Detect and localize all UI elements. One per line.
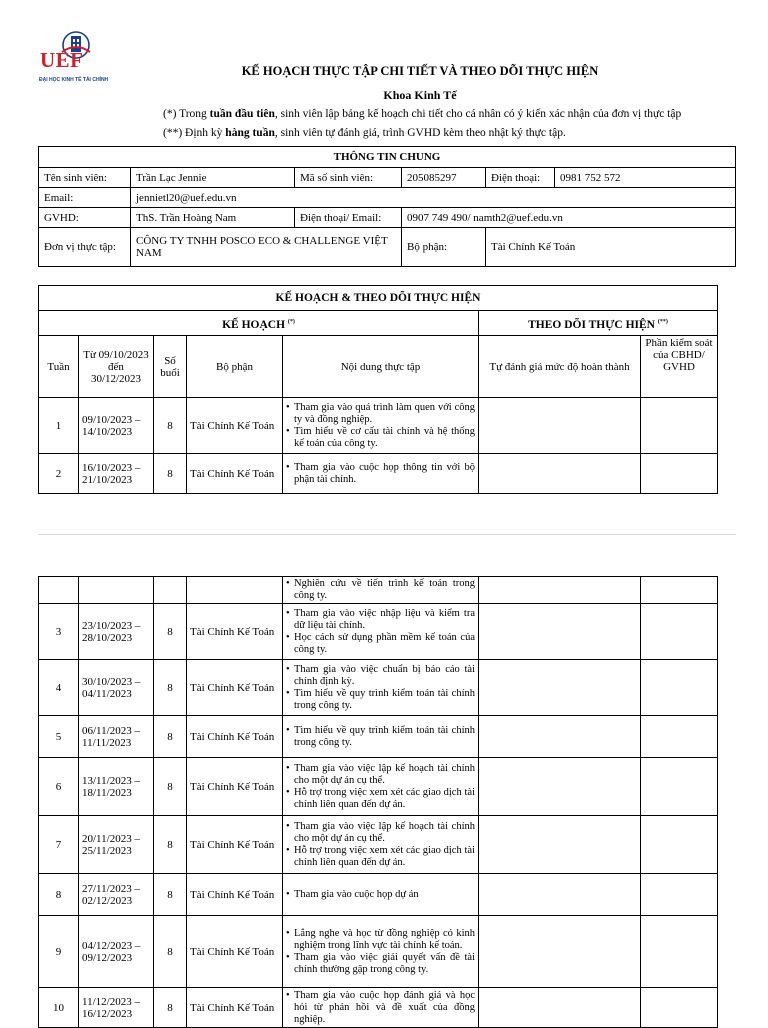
list-item: • Học cách sử dụng phần mềm kế toán của công ty. xyxy=(286,632,475,656)
content-cell xyxy=(283,874,479,916)
week-cell: 9 xyxy=(39,916,79,988)
list-item: • Tham gia vào việc giải quyết vấn đề tài chính thường gặp trong công ty. xyxy=(286,952,475,976)
department-label: Bộ phận: xyxy=(402,228,486,267)
content-cell xyxy=(283,454,479,494)
list-item: • Tham gia vào việc lập kế hoạch tài chính cho một dự án cụ thể. xyxy=(286,821,475,845)
col-department: Bộ phận xyxy=(187,336,283,398)
student-id-label: Mã số sinh viên: xyxy=(295,168,402,188)
faculty-name: Khoa Kinh Tế xyxy=(383,88,457,102)
tracking-subheading: THEO DÕI THỰC HIỆN (**) xyxy=(479,311,718,336)
column-header-row xyxy=(39,336,718,398)
col-supervisor-check: Phần kiểm soát của CBHD/ GVHD xyxy=(641,336,718,398)
phone-label: Điện thoại: xyxy=(486,168,555,188)
dates-cell: 27/11/2023 – 02/12/2023 xyxy=(79,874,154,916)
self-evaluation-cell xyxy=(479,454,641,494)
document-title: KẾ HOẠCH THỰC TẬP CHI TIẾT VÀ THEO DÕI THỰC HIỆN xyxy=(241,64,599,78)
supervisor-check-cell xyxy=(641,660,718,716)
supervisor-check-cell xyxy=(641,816,718,874)
self-evaluation-cell xyxy=(479,716,641,758)
plan-heading: KẾ HOẠCH & THEO DÕI THỰC HIỆN xyxy=(39,286,718,311)
plan-rows-page1 xyxy=(39,398,718,494)
plan-table-continued xyxy=(38,576,718,1028)
dates-cell: 13/11/2023 – 18/11/2023 xyxy=(79,758,154,816)
list-item: • Tham gia vào việc lập kế hoạch tài chính cho một dự án cụ thể. xyxy=(286,763,475,787)
self-evaluation-cell xyxy=(479,916,641,988)
table-row xyxy=(39,454,718,494)
week-cell: 10 xyxy=(39,988,79,1028)
dates-cell: 23/10/2023 – 28/10/2023 xyxy=(79,604,154,660)
list-item: • Tìm hiểu về quy trình kiểm toán tài chính trong công ty. xyxy=(286,688,475,712)
supervisor-check-cell xyxy=(641,454,718,494)
logo-text: UEF xyxy=(40,48,84,72)
list-item: • Tham gia vào cuộc họp thông tin với bộ phận tài chính. xyxy=(286,462,475,486)
department-value: Tài Chính Kế Toán xyxy=(486,228,736,267)
department-cell: Tài Chính Kế Toán xyxy=(187,716,283,758)
week-cell: 8 xyxy=(39,874,79,916)
table-row xyxy=(39,398,718,454)
supervisor-check-cell xyxy=(641,758,718,816)
list-item: • Tham gia vào cuộc họp dự án xyxy=(286,889,475,901)
list-item: • Tìm hiểu về quy trình kiểm toán tài chính trong công ty. xyxy=(286,725,475,749)
plan-subheading: KẾ HOẠCH (*) xyxy=(39,311,479,336)
content-cell xyxy=(283,816,479,874)
table-row xyxy=(39,168,736,188)
sessions-cell: 8 xyxy=(154,398,187,454)
col-content: Nội dung thực tập xyxy=(283,336,479,398)
plan-table xyxy=(38,285,718,494)
list-item: • Lắng nghe và học từ đồng nghiệp có kinh nghiệm trong lĩnh vực tài chính kế toán. xyxy=(286,928,475,952)
department-cell: Tài Chính Kế Toán xyxy=(187,398,283,454)
company-label: Đơn vị thực tập: xyxy=(39,228,131,267)
uef-logo xyxy=(34,30,126,88)
table-row xyxy=(39,874,718,916)
advisor-contact-value: 0907 749 490/ namth2@uef.edu.vn xyxy=(402,208,736,228)
student-value: Trần Lạc Jennie xyxy=(131,168,295,188)
table-row xyxy=(39,660,718,716)
table-row xyxy=(39,577,718,604)
sessions-cell: 8 xyxy=(154,816,187,874)
self-evaluation-cell xyxy=(479,874,641,916)
page-separator xyxy=(38,534,736,535)
table-row xyxy=(39,988,718,1028)
table-row xyxy=(39,716,718,758)
dates-cell: 30/10/2023 – 04/11/2023 xyxy=(79,660,154,716)
department-cell: Tài Chính Kế Toán xyxy=(187,916,283,988)
week-cell: 3 xyxy=(39,604,79,660)
content-cell xyxy=(283,716,479,758)
self-evaluation-cell xyxy=(479,988,641,1028)
company-value: CÔNG TY TNHH POSCO ECO & CHALLENGE VIỆT NAM xyxy=(131,228,402,267)
note-weekly: (**) Định kỳ hàng tuần, sinh viên tự đánh giá, trình GVHD kèm theo nhật ký thực tập. xyxy=(163,127,566,139)
week-cell: 2 xyxy=(39,454,79,494)
advisor-label: GVHD: xyxy=(39,208,131,228)
dates-cell: 20/11/2023 – 25/11/2023 xyxy=(79,816,154,874)
table-row xyxy=(39,188,736,208)
phone-value: 0981 752 572 xyxy=(555,168,736,188)
sessions-cell: 8 xyxy=(154,874,187,916)
department-cell: Tài Chính Kế Toán xyxy=(187,758,283,816)
student-label: Tên sinh viên: xyxy=(39,168,131,188)
supervisor-check-cell xyxy=(641,916,718,988)
list-item: • Hỗ trợ trong việc xem xét các giao dịch tài chính liên quan đến dự án. xyxy=(286,845,475,869)
week-cell: 7 xyxy=(39,816,79,874)
sessions-cell: 8 xyxy=(154,454,187,494)
dates-cell: 06/11/2023 – 11/11/2023 xyxy=(79,716,154,758)
list-item: • Tham gia vào cuộc họp đánh giá và học hỏi từ phản hồi và đề xuất của đồng nghiệp. xyxy=(286,990,475,1026)
list-item: • Tham gia vào việc nhập liệu và kiểm tra dữ liệu tài chính. xyxy=(286,608,475,632)
email-label: Email: xyxy=(39,188,131,208)
department-cell: Tài Chính Kế Toán xyxy=(187,660,283,716)
dates-cell: 04/12/2023 – 09/12/2023 xyxy=(79,916,154,988)
general-info-heading: THÔNG TIN CHUNG xyxy=(39,147,736,168)
dates-cell: 09/10/2023 – 14/10/2023 xyxy=(79,398,154,454)
week-cell: 5 xyxy=(39,716,79,758)
dates-cell: 16/10/2023 – 21/10/2023 xyxy=(79,454,154,494)
advisor-value: ThS. Trần Hoàng Nam xyxy=(131,208,295,228)
table-row xyxy=(39,208,736,228)
list-item: • Hỗ trợ trong việc xem xét các giao dịch tài chính liên quan đến dự án. xyxy=(286,787,475,811)
email-value: jennietl20@uef.edu.vn xyxy=(131,188,736,208)
content-cell xyxy=(283,916,479,988)
supervisor-check-cell xyxy=(641,874,718,916)
sessions-cell: 8 xyxy=(154,716,187,758)
supervisor-check-cell xyxy=(641,988,718,1028)
week-cell: 6 xyxy=(39,758,79,816)
supervisor-check-cell xyxy=(641,716,718,758)
col-self-evaluation: Tự đánh giá mức độ hoàn thành xyxy=(479,336,641,398)
table-row xyxy=(39,228,736,267)
plan-rows-page2 xyxy=(39,604,718,1028)
sessions-cell: 8 xyxy=(154,758,187,816)
list-item: • Tìm hiểu về cơ cấu tài chính và hệ thống kế toán của công ty. xyxy=(286,426,475,450)
table-row xyxy=(39,816,718,874)
dates-cell: 11/12/2023 – 16/12/2023 xyxy=(79,988,154,1028)
department-cell: Tài Chính Kế Toán xyxy=(187,988,283,1028)
self-evaluation-cell xyxy=(479,816,641,874)
content-cell xyxy=(283,604,479,660)
department-cell: Tài Chính Kế Toán xyxy=(187,604,283,660)
content-cell xyxy=(283,660,479,716)
advisor-contact-label: Điện thoại/ Email: xyxy=(295,208,402,228)
content-cell xyxy=(283,398,479,454)
self-evaluation-cell xyxy=(479,398,641,454)
sessions-cell: 8 xyxy=(154,604,187,660)
department-cell: Tài Chính Kế Toán xyxy=(187,816,283,874)
week-cell: 4 xyxy=(39,660,79,716)
list-item: • Tham gia vào việc chuẩn bị báo cáo tài chính định kỳ. xyxy=(286,664,475,688)
content-cell xyxy=(283,988,479,1028)
logo-subtitle: ĐẠI HỌC KINH TẾ TÀI CHÍNH xyxy=(39,77,109,83)
sessions-cell: 8 xyxy=(154,916,187,988)
table-row xyxy=(39,916,718,988)
week-cell: 1 xyxy=(39,398,79,454)
sessions-cell: 8 xyxy=(154,660,187,716)
department-cell: Tài Chính Kế Toán xyxy=(187,874,283,916)
col-sessions: Số buổi xyxy=(154,336,187,398)
sessions-cell: 8 xyxy=(154,988,187,1028)
supervisor-check-cell xyxy=(641,398,718,454)
supervisor-check-cell xyxy=(641,604,718,660)
continuation-content xyxy=(283,577,479,604)
general-info-table xyxy=(38,146,736,267)
student-id-value: 205085297 xyxy=(402,168,486,188)
table-row xyxy=(39,758,718,816)
department-cell: Tài Chính Kế Toán xyxy=(187,454,283,494)
self-evaluation-cell xyxy=(479,758,641,816)
col-period: Từ 09/10/2023 đến 30/12/2023 xyxy=(79,336,154,398)
content-cell xyxy=(283,758,479,816)
col-week: Tuần xyxy=(39,336,79,398)
list-item: • Tham gia vào quá trình làm quen với công ty và đồng nghiệp. xyxy=(286,402,475,426)
self-evaluation-cell xyxy=(479,604,641,660)
list-item: • Nghiên cứu về tiến trình kế toán trong công ty. xyxy=(286,578,475,602)
table-row xyxy=(39,604,718,660)
self-evaluation-cell xyxy=(479,660,641,716)
note-first-week: (*) Trong tuần đầu tiên, sinh viên lập bảng kế hoạch chi tiết cho cá nhân có ý kiến xác nhận của đơn vị thực tập xyxy=(163,108,682,120)
